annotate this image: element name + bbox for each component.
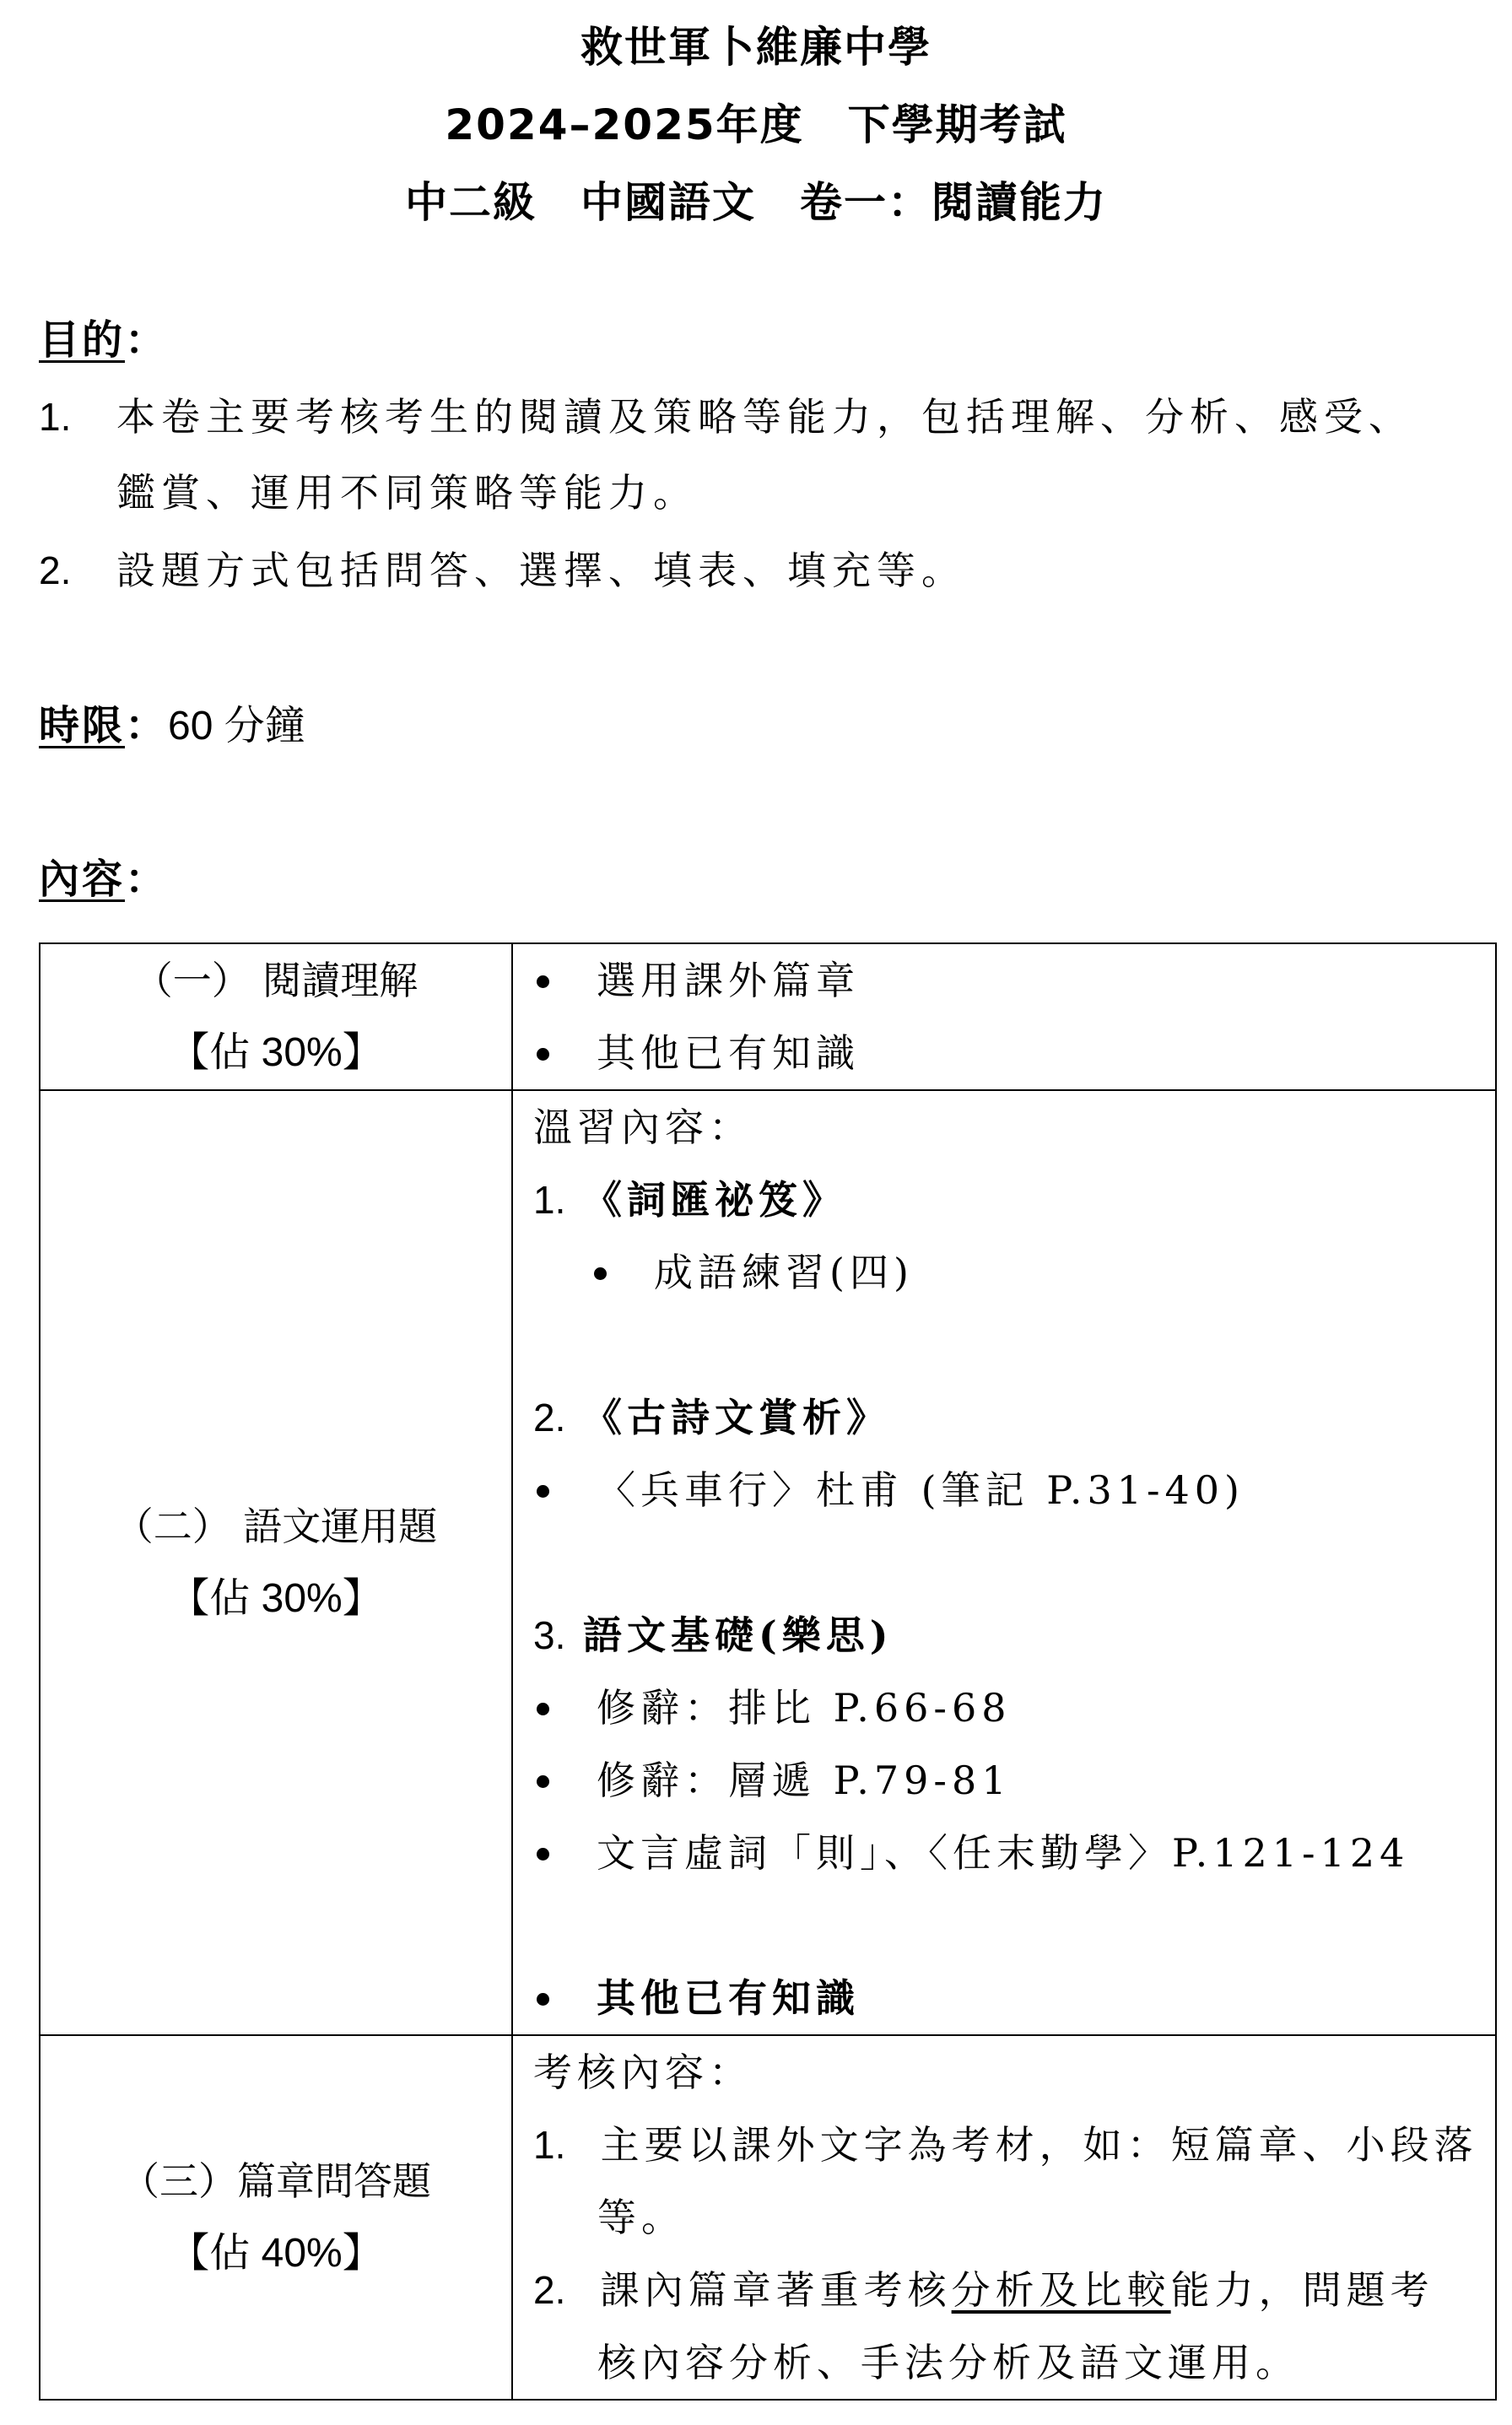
content-heading: 內容：: [39, 856, 169, 903]
list-item: 其他已有知識: [533, 1962, 1495, 2034]
time-limit: 時限：60 分鐘: [39, 702, 305, 749]
bullet-icon: [537, 1993, 549, 2006]
section-row-1: [40, 943, 1496, 1090]
section-1-name: （一） 閱讀理解: [133, 958, 418, 1003]
aim-1: 1.: [39, 395, 72, 439]
section-1-details: [512, 943, 1496, 1090]
section-2-intro: 溫習內容：: [533, 1104, 753, 1150]
assess-item-1-line-2: 等。: [597, 2195, 685, 2240]
section-3-weight: 【佔 40%】: [169, 2231, 383, 2276]
section-3-name: （三）篇章問答題: [121, 2158, 431, 2204]
bullet-icon: [537, 1848, 549, 1861]
time-limit-value: 60 分鐘: [168, 704, 305, 748]
list-item: 成語練習(四): [533, 1236, 1495, 1309]
section-1-weight: 【佔 30%】: [169, 1030, 383, 1075]
bullet-icon: [537, 1703, 549, 1715]
aim-2-line-1: 設題方式包括問答、選擇、填表、填充等。: [116, 548, 966, 593]
section-2-weight: 【佔 30%】: [169, 1576, 383, 1621]
underlined-phrase: 分析及比較: [951, 2267, 1171, 2313]
aim-1-line-2: 鑑賞、運用不同策略等能力。: [116, 470, 698, 516]
section-3-details: [512, 2035, 1496, 2400]
school-name: 救世軍卜維廉中學: [580, 23, 932, 72]
aim-1-line-1: 本卷主要考核考生的閱讀及策略等能力，包括理解、分析、感受、: [116, 394, 1413, 440]
group-2-title: 2. 《古詩文賞析》: [533, 1395, 890, 1440]
bullet-icon: [594, 1267, 607, 1280]
list-item: 〈兵車行〉杜甫 (筆記 P.31-40): [533, 1454, 1495, 1526]
section-3-label: [40, 2035, 512, 2400]
content-table: [39, 942, 1497, 2401]
bullet-icon: [537, 975, 549, 988]
assess-item-2-line-2: 核內容分析、手法分析及語文運用。: [597, 2340, 1299, 2385]
bullet-icon: [537, 1048, 549, 1061]
section-3-intro: 考核內容：: [533, 2050, 753, 2095]
paper-title: 中二級 中國語文 卷一：閱讀能力: [405, 178, 1107, 227]
group-3-title: 3. 語文基礎(樂思): [533, 1612, 894, 1658]
list-item: 文言虛詞「則」、〈任末勤學〉P.121-124: [533, 1817, 1495, 1889]
list-item: 選用課外篇章: [533, 944, 1495, 1017]
section-2-label: [40, 1090, 512, 2035]
section-row-2: [40, 1090, 1496, 2035]
bullet-icon: [537, 1485, 549, 1498]
section-1-label: [40, 943, 512, 1090]
section-row-3: [40, 2035, 1496, 2400]
aim-2: 2.: [39, 548, 72, 592]
group-1-title: 1. 《詞匯祕笈》: [533, 1177, 846, 1223]
section-2-details: [512, 1090, 1496, 2035]
list-item: 修辭：排比 P.66-68: [533, 1672, 1495, 1744]
bullet-icon: [537, 1775, 549, 1788]
list-item: 修辭：層遞 P.79-81: [533, 1744, 1495, 1817]
assess-item-1-line-1: 1. 主要以課外文字為考材，如：短篇章、小段落: [533, 2122, 1478, 2168]
assess-item-2-line-1: 2. 課內篇章著重考核分析及比較能力，問題考: [533, 2267, 1434, 2313]
exam-title: 2024–2025年度 下學期考試: [445, 100, 1067, 149]
section-2-name: （二） 語文運用題: [114, 1504, 438, 1549]
aims-heading: 目的：: [39, 316, 169, 364]
list-item: 其他已有知識: [533, 1017, 1495, 1089]
